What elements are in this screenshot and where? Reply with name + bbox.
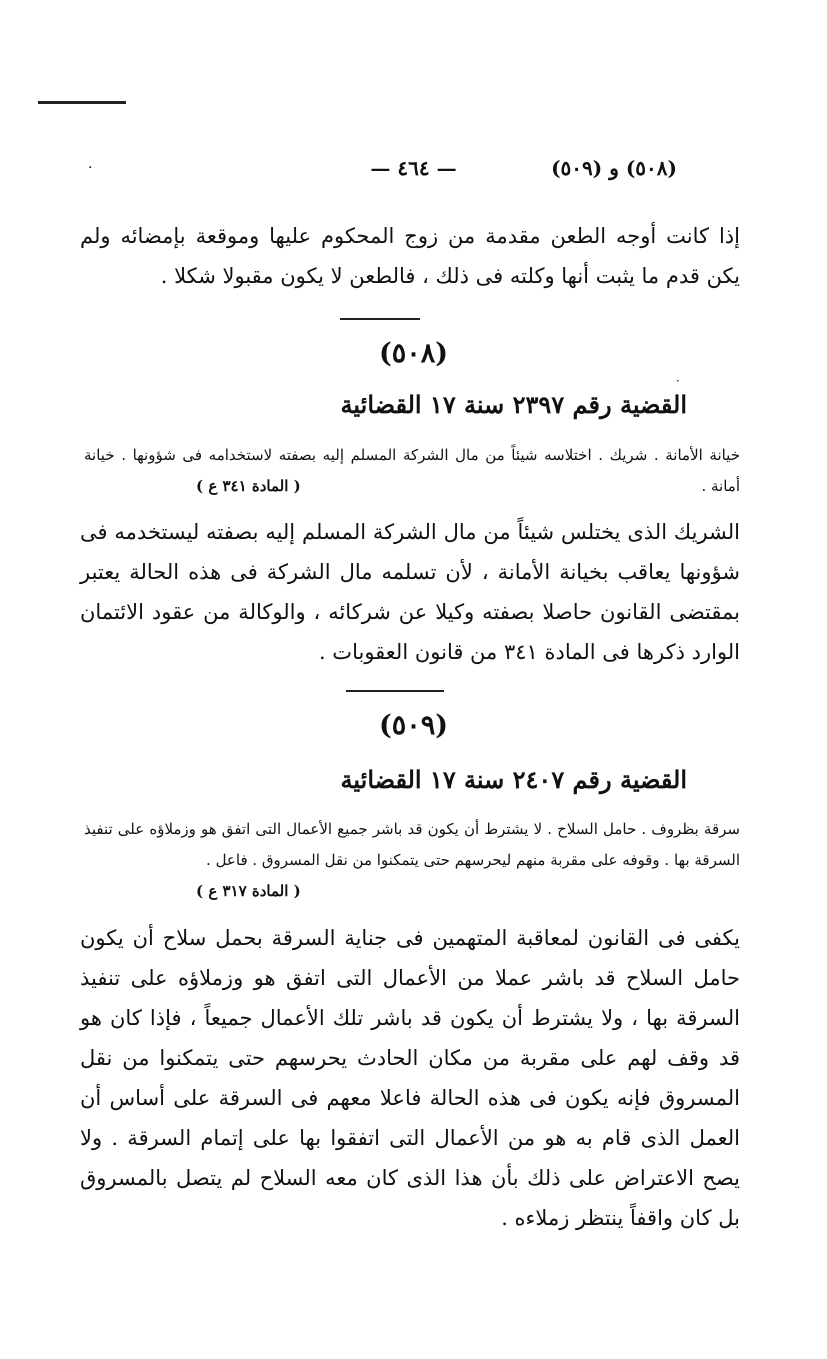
margin-dot: · xyxy=(88,160,93,176)
case-508-number: (٥٠٨) xyxy=(378,338,449,369)
case-509-number: (٥٠٩) xyxy=(378,710,449,741)
header-case-numbers: (٥٠٨) و (٥٠٩) xyxy=(551,156,677,180)
section-divider xyxy=(346,690,444,692)
margin-dot-small: · xyxy=(676,374,680,388)
page-header xyxy=(0,150,827,184)
section-divider xyxy=(340,318,420,320)
case-509-article: ( المادة ٣١٧ ع ) xyxy=(196,882,301,900)
case-508-body: الشريك الذى يختلس شيئاً من مال الشركة المسلم إليه بصفته ليستخدمه فى شؤونها يعاقب بخيانة الأمانة ، لأن تسلمه مال الشركة فى هذه الحالة يعتبر بمقتضى القانون حاصلا بصفته وكيلا عن شركائه ، والوكالة من عقود الائتمان الوارد ذكرها فى المادة ٣٤١ من قانون العقوبات . xyxy=(80,520,740,664)
case-509-summary xyxy=(84,814,740,907)
case-509-title: القضية رقم ٢٤٠٧ سنة ١٧ القضائية xyxy=(340,765,687,794)
case-509-body: يكفى فى القانون لمعاقبة المتهمين فى جناية السرقة بحمل سلاح أن يكون حامل السلاح قد باشر عملا من الأعمال التى اتفق هو وزملاؤه على تنفيذ السرقة بها ، ولا يشترط أن يكون قد باشر تلك الأعمال جميعاً ، فإذا كان هو قد وقف لهم على مقربة من مكان الحادث يحرسهم حتى يتمكنوا من نقل المسروق فإنه يكون فى هذه الحالة فاعلا معهم فى السرقة على أساس أن العمل الذى قام به هو من الأعمال التى اتفقوا بها على إتمام السرقة . ولا يصح الاعتراض على ذلك بأن هذا الذى كان معه السلاح لم يتصل بالمسروق بل كان واقفاً ينتظر زملاءه . xyxy=(80,926,740,1230)
case-508-title: القضية رقم ٢٣٩٧ سنة ١٧ القضائية xyxy=(340,390,687,419)
case-508-summary xyxy=(84,440,740,502)
case-509-summary-text: سرقة بظروف . حامل السلاح . لا يشترط أن يكون قد باشر جميع الأعمال التى اتفق هو وزملاؤه على تنفيذ السرقة بها . وقوفه على مقربة منهم ليحرسهم حتى يتمكنوا من نقل المسروق . فاعل . xyxy=(84,820,740,869)
page-number: — ٤٦٤ — xyxy=(370,156,457,180)
case-508-summary-text: خيانة الأمانة . شريك . اختلاسه شيئاً من مال الشركة المسلم إليه بصفته لاستخدامه فى شؤونها . خيانة أمانة . xyxy=(84,446,740,495)
case-508-article: ( المادة ٣٤١ ع ) xyxy=(196,477,301,495)
top-left-rule xyxy=(38,101,126,104)
intro-paragraph: إذا كانت أوجه الطعن مقدمة من زوج المحكوم عليها وموقعة بإمضائه ولم يكن قدم ما يثبت أنها وكلته فى ذلك ، فالطعن لا يكون مقبولا شكلا . xyxy=(80,224,740,288)
